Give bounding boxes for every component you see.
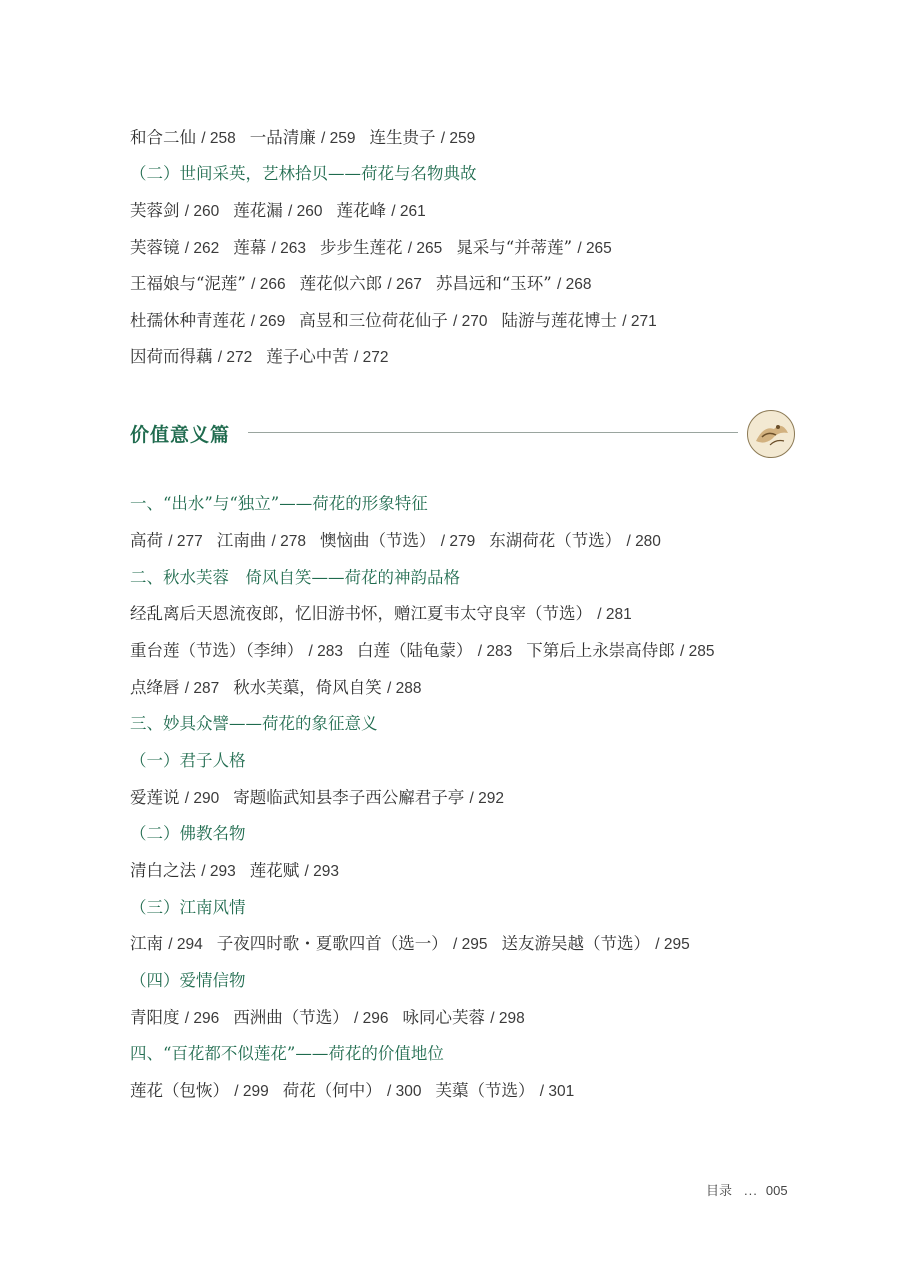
toc-heading [130, 823, 246, 845]
entry-page-number[interactable]: / 262 [184, 240, 220, 257]
entry-page-number[interactable]: / 283 [477, 643, 513, 660]
entry-page-number[interactable]: / 279 [440, 533, 476, 550]
toc-entry-row [130, 200, 426, 223]
toc-heading [130, 750, 246, 772]
toc-entry-row [130, 603, 632, 626]
entry-title[interactable]: 芙蕖（节选） [435, 1081, 535, 1100]
entry-page-number[interactable]: / 280 [626, 533, 661, 550]
toc-heading [130, 713, 378, 735]
entry-title[interactable]: 子夜四时歌・夏歌四首（选一） [216, 934, 448, 953]
toc-heading [130, 1043, 444, 1065]
entry-title[interactable]: 青阳度 [130, 1008, 180, 1027]
toc-entry-row [130, 677, 421, 700]
heading-text: （四）爱情信物 [130, 971, 246, 990]
entry-page-number[interactable]: / 288 [386, 680, 422, 697]
toc-entry-row [130, 346, 388, 369]
toc-heading [130, 493, 428, 515]
toc-entry-row [130, 530, 661, 553]
entry-title[interactable]: 下第后上永崇高侍郎 [526, 641, 675, 660]
entry-page-number[interactable]: / 268 [556, 276, 592, 293]
entry-page-number[interactable]: / 293 [201, 863, 236, 880]
heading-text: 二、秋水芙蓉 倚风自笑——荷花的神韵品格 [130, 568, 460, 587]
entry-page-number[interactable]: / 271 [622, 313, 657, 330]
entry-title[interactable]: 西洲曲（节选） [233, 1008, 349, 1027]
entry-title[interactable]: 陆游与莲花博士 [501, 311, 617, 330]
entry-page-number[interactable]: / 266 [251, 276, 286, 293]
toc-entry-row [130, 237, 612, 260]
heading-text: 一、“出水”与“独立”——荷花的形象特征 [130, 494, 428, 513]
entry-page-number[interactable]: / 259 [440, 130, 476, 147]
entry-page-number[interactable]: / 281 [597, 606, 632, 623]
lotus-emblem-icon [747, 410, 795, 458]
entry-page-number[interactable]: / 270 [452, 313, 488, 330]
entry-page-number[interactable]: / 261 [391, 203, 426, 220]
entry-title[interactable]: 莲花峰 [336, 201, 386, 220]
entry-title[interactable]: 苏昌远和“玉环” [435, 274, 552, 293]
entry-title[interactable]: 晁采与“并蒂莲” [456, 238, 573, 257]
entry-title[interactable]: 莲花赋 [249, 861, 300, 880]
entry-page-number[interactable]: / 277 [168, 533, 203, 550]
section-title: 价值意义篇 [130, 424, 231, 446]
entry-title[interactable]: 杜孺休种青莲花 [130, 311, 246, 330]
entry-title[interactable]: 王福娘与“泥莲” [130, 274, 246, 293]
entry-title[interactable]: 咏同心芙蓉 [402, 1008, 485, 1027]
toc-entry-row [130, 1007, 525, 1030]
heading-text: （二）世间采英，艺林拾贝——荷花与名物典故 [130, 164, 477, 183]
section-divider [248, 432, 738, 433]
toc-heading [130, 970, 246, 992]
entry-page-number[interactable]: / 265 [577, 240, 612, 257]
entry-page-number[interactable]: / 290 [184, 790, 220, 807]
toc-entry-row [130, 640, 714, 663]
entry-title[interactable]: 寄题临武知县李子西公廨君子亭 [233, 788, 465, 807]
footer-dots: ... [744, 1183, 758, 1198]
entry-page-number[interactable]: / 265 [407, 240, 443, 257]
entry-page-number[interactable]: / 296 [184, 1010, 220, 1027]
entry-page-number[interactable]: / 301 [539, 1083, 575, 1100]
heading-text: 四、“百花都不似莲花”——荷花的价值地位 [130, 1044, 444, 1063]
entry-page-number[interactable]: / 269 [250, 313, 286, 330]
entry-title[interactable]: 点绛唇 [130, 678, 180, 697]
footer-label: 目录 [706, 1184, 733, 1199]
entry-title[interactable]: 莲花似六郎 [299, 274, 383, 293]
entry-page-number[interactable]: / 285 [679, 643, 715, 660]
entry-page-number[interactable]: / 272 [217, 349, 253, 366]
entry-page-number[interactable]: / 283 [308, 643, 343, 660]
entry-title[interactable]: 江南 [130, 934, 163, 953]
entry-title[interactable]: 东湖荷花（节选） [489, 531, 622, 550]
entry-page-number[interactable]: / 278 [271, 533, 306, 550]
heading-text: 三、妙具众譬——荷花的象征意义 [130, 714, 378, 733]
entry-page-number[interactable]: / 259 [320, 130, 356, 147]
entry-title[interactable]: 秋水芙蕖，倚风自笑 [233, 678, 382, 697]
heading-text: （三）江南风情 [130, 898, 246, 917]
entry-title[interactable]: 和合二仙 [130, 128, 196, 147]
entry-page-number[interactable]: / 260 [184, 203, 220, 220]
entry-page-number[interactable]: / 293 [304, 863, 339, 880]
toc-entry-row [130, 310, 657, 333]
entry-title[interactable]: 白莲（陆龟蒙） [356, 641, 473, 660]
entry-title[interactable]: 莲子心中苦 [266, 347, 349, 366]
toc-entry-row [130, 1080, 574, 1103]
entry-page-number[interactable]: / 267 [387, 276, 422, 293]
toc-heading [130, 567, 460, 589]
entry-page-number[interactable]: / 272 [353, 349, 389, 366]
entry-title[interactable]: 芙蓉镜 [130, 238, 180, 257]
toc-heading [130, 897, 246, 919]
toc-heading [130, 163, 477, 185]
entry-title[interactable]: 高昱和三位荷花仙子 [299, 311, 448, 330]
entry-title[interactable]: 芙蓉剑 [130, 201, 180, 220]
entry-title[interactable]: 荷花（何中） [282, 1081, 382, 1100]
entry-title[interactable]: 经乱离后天恩流夜郎，忆旧游书怀，赠江夏韦太守良宰（节选） [130, 604, 592, 623]
entry-page-number[interactable]: / 287 [184, 680, 220, 697]
toc-entry-row [130, 933, 690, 956]
entry-title[interactable]: 因荷而得藕 [130, 347, 213, 366]
toc-entry-row [130, 860, 339, 883]
entry-title[interactable]: 莲花漏 [233, 201, 283, 220]
entry-title[interactable]: 江南曲 [216, 531, 267, 550]
entry-title[interactable]: 爱莲说 [130, 788, 180, 807]
entry-title[interactable]: 一品清廉 [249, 128, 316, 147]
entry-page-number[interactable]: / 263 [271, 240, 306, 257]
page-number: 005 [765, 1183, 788, 1198]
entry-page-number[interactable]: / 260 [287, 203, 323, 220]
entry-page-number[interactable]: / 298 [490, 1010, 525, 1027]
entry-page-number[interactable]: / 292 [469, 790, 504, 807]
entry-title[interactable]: 高荷 [130, 531, 163, 550]
toc-entry-row [130, 273, 591, 296]
entry-title[interactable]: 莲幕 [233, 238, 267, 257]
entry-page-number[interactable]: / 296 [353, 1010, 389, 1027]
entry-title[interactable]: 送友游吴越（节选） [501, 934, 650, 953]
entry-page-number[interactable]: / 295 [452, 936, 488, 953]
page-footer [706, 1180, 788, 1199]
entry-title[interactable]: 懊恼曲（节选） [319, 531, 436, 550]
entry-page-number[interactable]: / 295 [655, 936, 690, 953]
entry-title[interactable]: 连生贵子 [369, 128, 436, 147]
toc-entry-row [130, 127, 475, 150]
entry-page-number[interactable]: / 300 [386, 1083, 422, 1100]
heading-text: （二）佛教名物 [130, 824, 246, 843]
entry-title[interactable]: 清白之法 [130, 861, 196, 880]
entry-page-number[interactable]: / 299 [234, 1083, 269, 1100]
entry-title[interactable]: 步步生莲花 [319, 238, 403, 257]
entry-page-number[interactable]: / 258 [201, 130, 236, 147]
toc-entry-row [130, 787, 504, 810]
entry-title[interactable]: 莲花（包恢） [130, 1081, 229, 1100]
entry-page-number[interactable]: / 294 [168, 936, 203, 953]
entry-title[interactable]: 重台莲（节选）（李绅） [130, 641, 304, 660]
heading-text: （一）君子人格 [130, 751, 246, 770]
